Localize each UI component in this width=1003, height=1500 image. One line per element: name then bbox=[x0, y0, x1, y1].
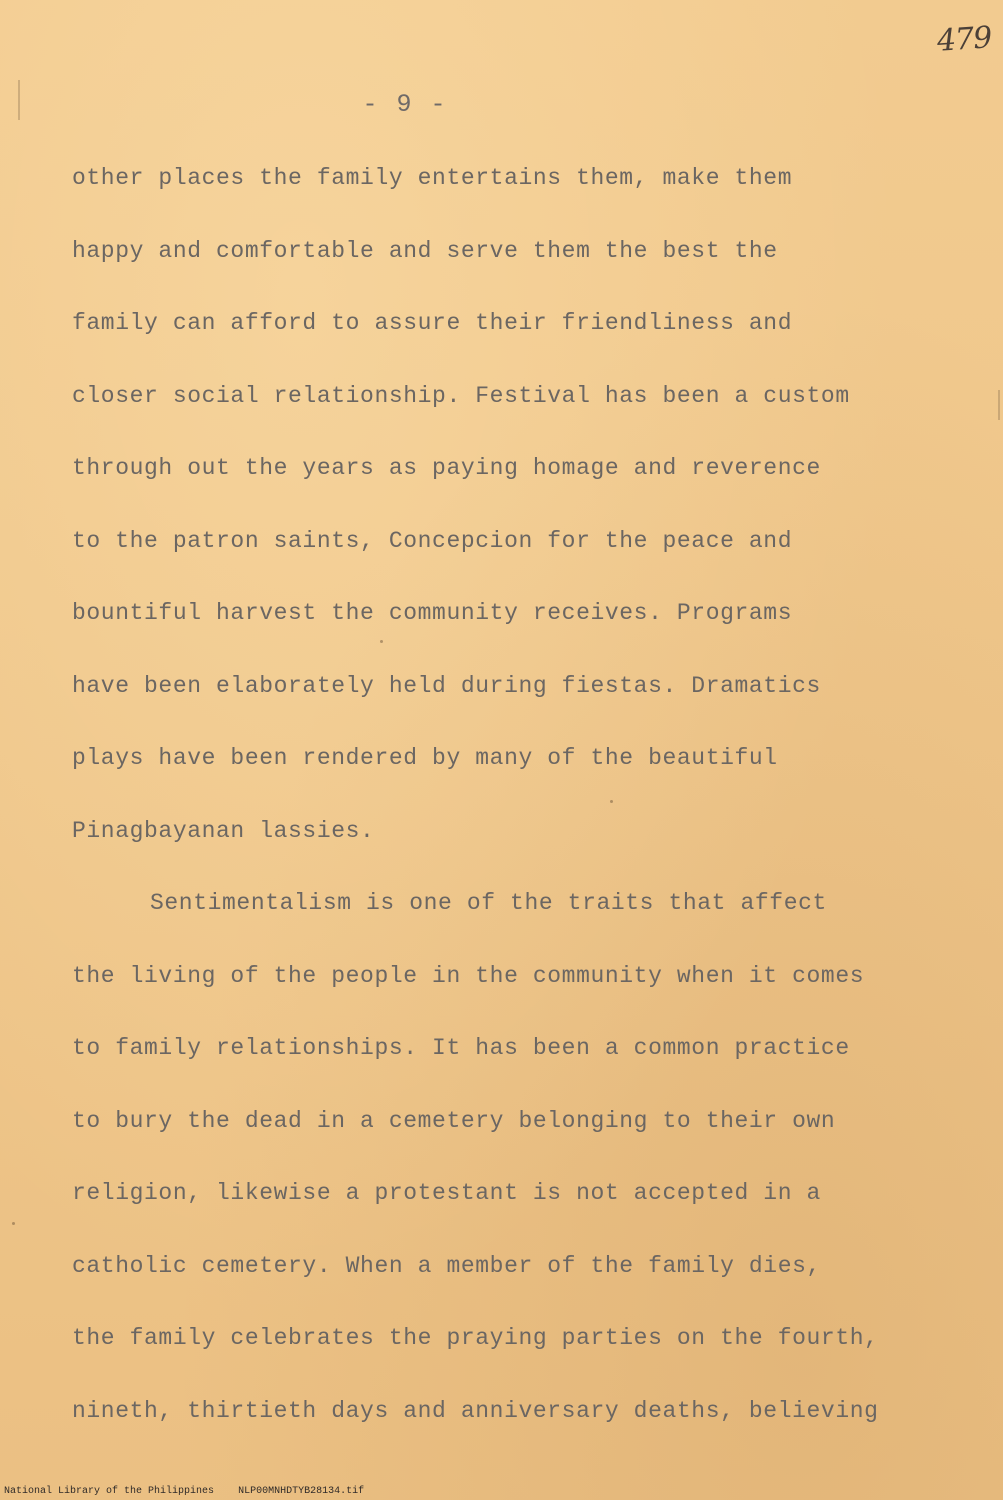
text-line: closer social relationship. Festival has been a custom bbox=[72, 382, 850, 409]
footer-institution: National Library of the Philippines bbox=[4, 1486, 215, 1497]
page-number: - 9 - bbox=[362, 90, 448, 119]
text-line: Pinagbayanan lassies. bbox=[72, 817, 375, 844]
text-line: bountiful harvest the community receives. Programs bbox=[72, 600, 793, 626]
text-line: family can afford to assure their friendliness and bbox=[72, 310, 793, 336]
text-line: other places the family entertains them, make them bbox=[72, 165, 793, 191]
text-line: to bury the dead in a cemetery belonging to their own bbox=[72, 1107, 836, 1134]
footer-filename: NLP00MNHDTYB28134.tif bbox=[238, 1486, 365, 1497]
margin-mark bbox=[998, 390, 1000, 420]
text-line: religion, likewise a protestant is not accepted in a bbox=[72, 1180, 821, 1206]
text-line: happy and comfortable and serve them the best the bbox=[72, 237, 778, 264]
text-line: to the patron saints, Concepcion for the peace and bbox=[72, 527, 793, 554]
scan-footer bbox=[4, 1486, 364, 1497]
text-line: plays have been rendered by many of the beautiful bbox=[72, 745, 778, 771]
text-line: the living of the people in the community when it comes bbox=[72, 962, 865, 989]
paragraph-start-line: Sentimentalism is one of the traits that affect bbox=[150, 890, 827, 916]
text-line: nineth, thirtieth days and anniversary deaths, believing bbox=[72, 1397, 879, 1424]
text-line: the family celebrates the praying parties on the fourth, bbox=[72, 1325, 879, 1351]
speck bbox=[12, 1222, 15, 1225]
folio-number: 479 bbox=[935, 20, 993, 59]
text-line: through out the years as paying homage and reverence bbox=[72, 455, 821, 481]
text-line: catholic cemetery. When a member of the family dies, bbox=[72, 1252, 821, 1279]
text-line: to family relationships. It has been a common practice bbox=[72, 1035, 850, 1061]
typed-text-body bbox=[72, 160, 902, 1465]
text-line: have been elaborately held during fiestas. Dramatics bbox=[72, 672, 821, 699]
